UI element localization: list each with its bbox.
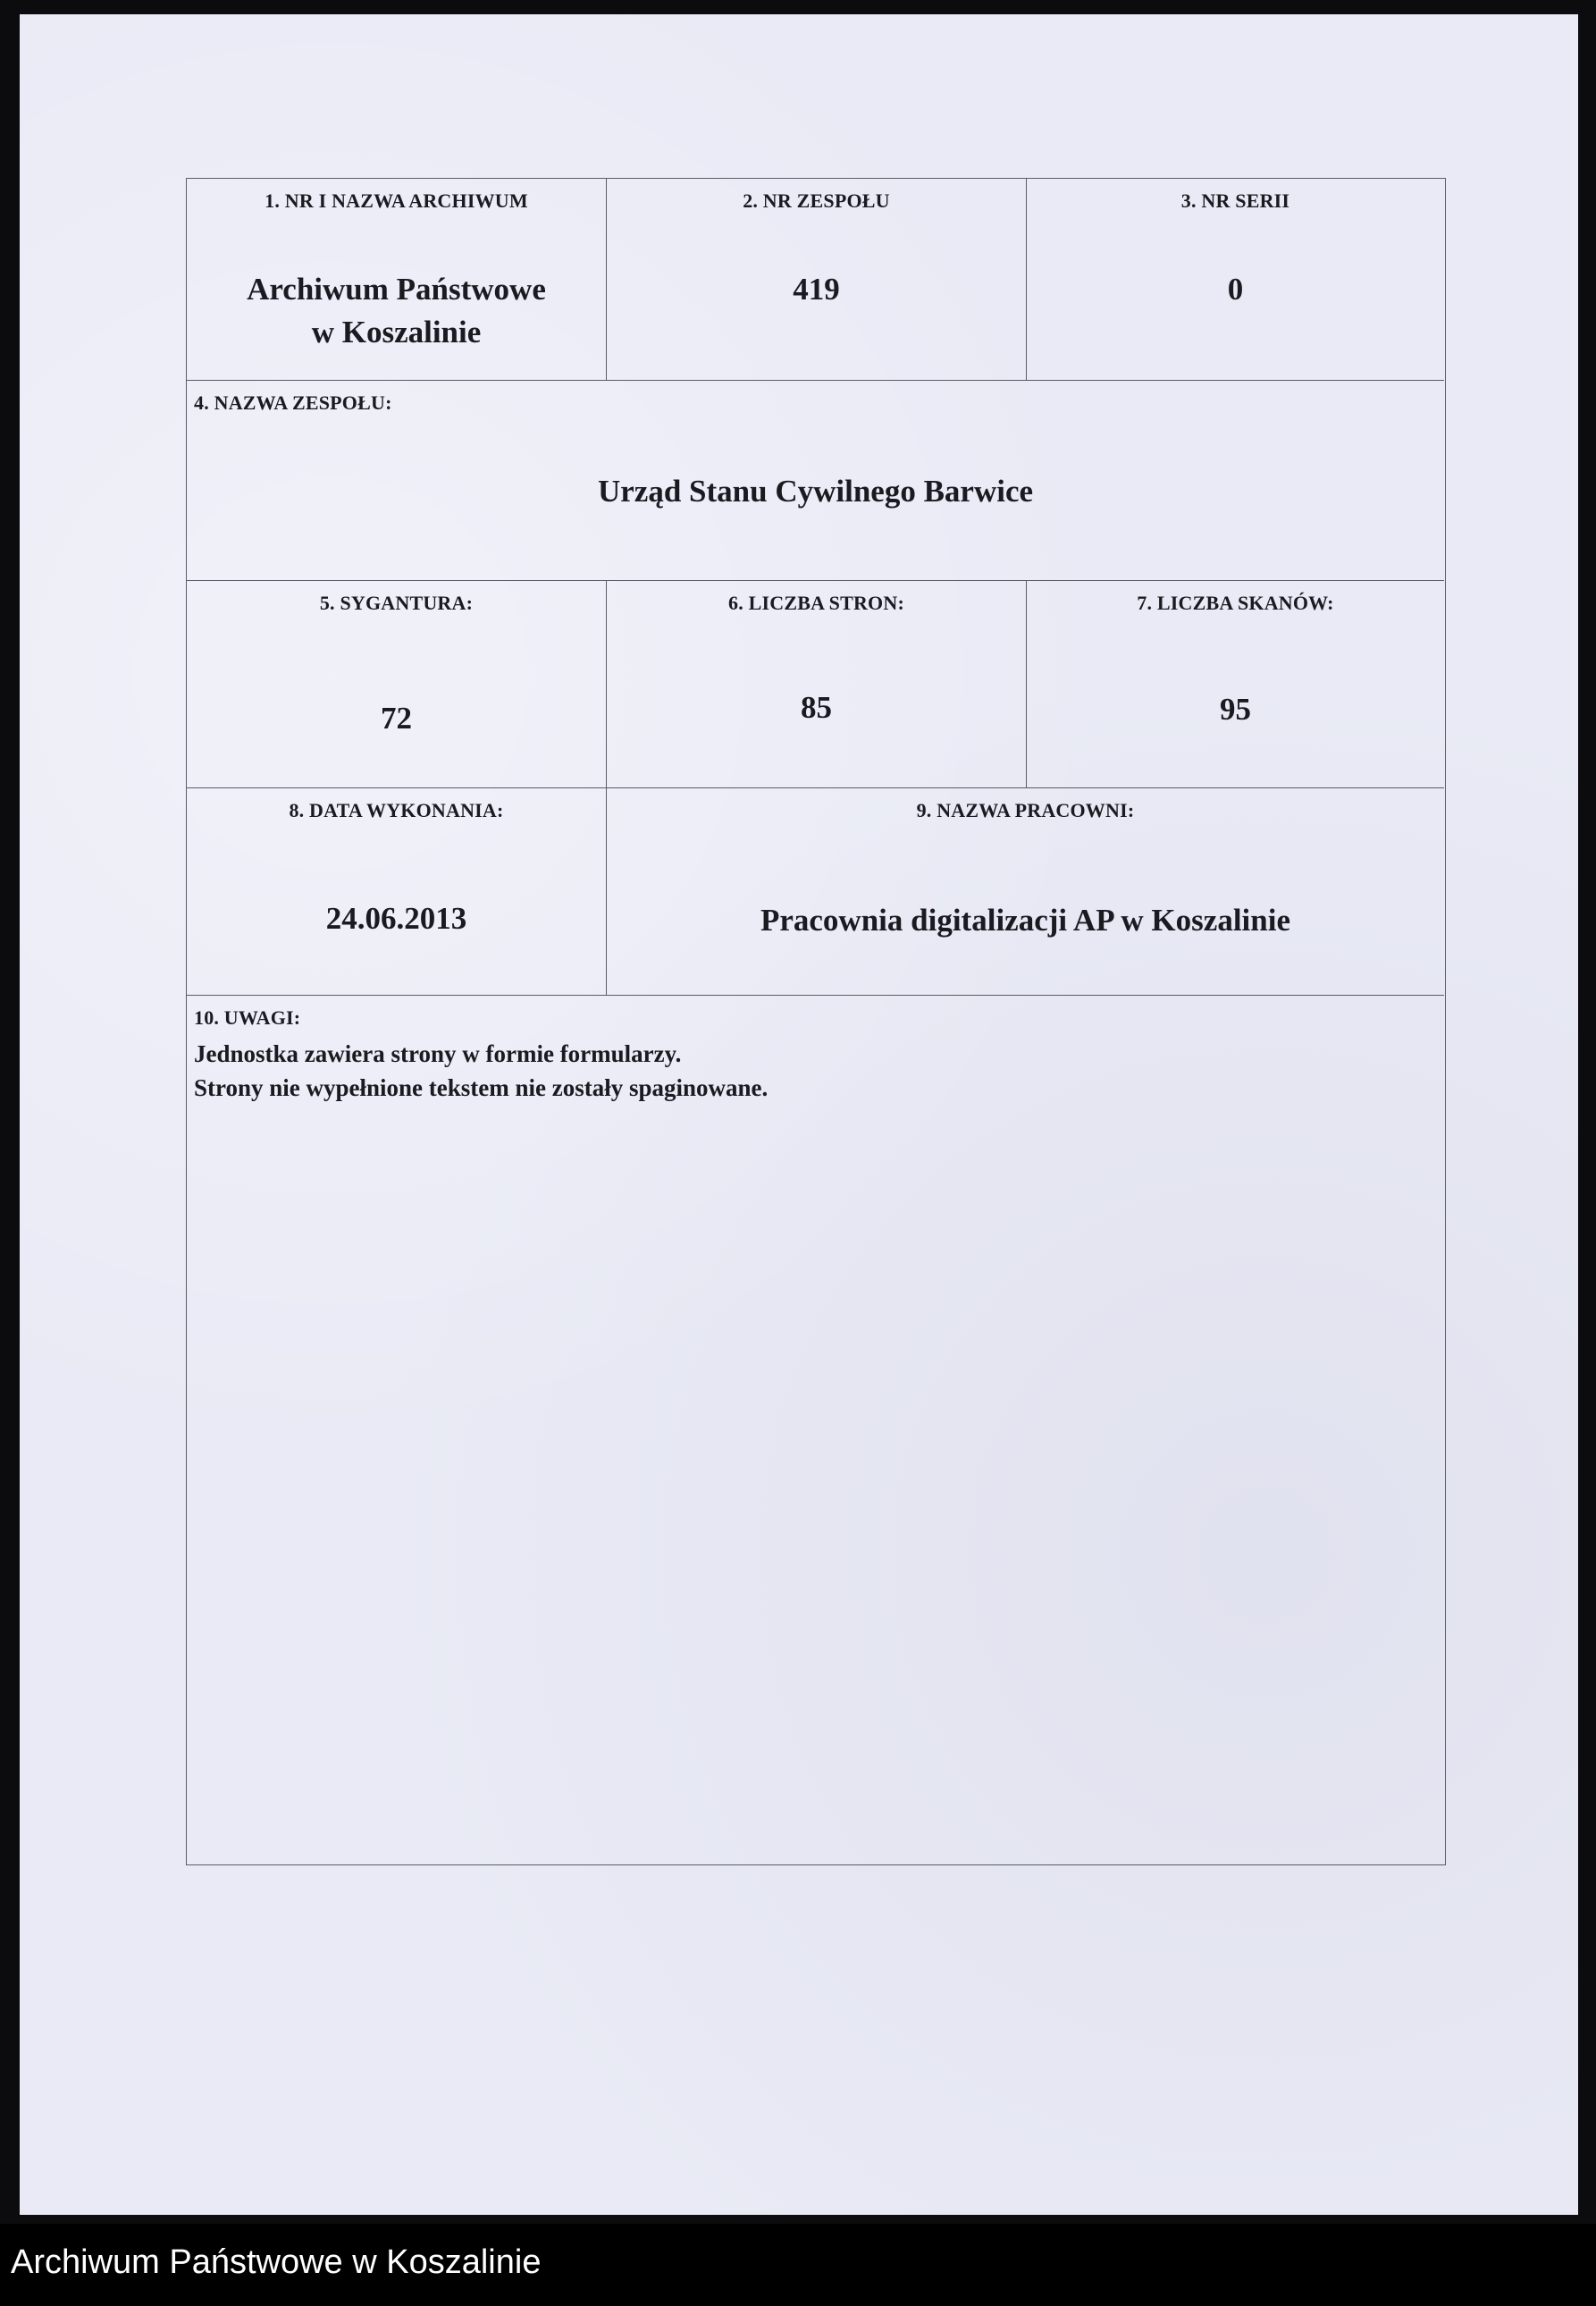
fonds-number-value: 419 <box>793 272 840 307</box>
archive-value-line1: Archiwum Państwowe <box>247 272 546 307</box>
scan-count-label: 7. LICZBA SKANÓW: <box>1137 592 1334 614</box>
series-number-value: 0 <box>1227 272 1244 307</box>
series-number-label: 3. NR SERII <box>1180 189 1290 212</box>
workshop-value: Pracownia digitalizacji AP w Koszalinie <box>760 903 1290 938</box>
image-caption: Archiwum Państwowe w Koszalinie <box>11 2243 542 2281</box>
signature-value: 72 <box>381 701 412 736</box>
metadata-form <box>186 178 1446 1865</box>
archive-cell <box>187 179 607 381</box>
workshop-label: 9. NAZWA PRACOWNI: <box>916 799 1135 821</box>
fonds-number-cell <box>607 179 1027 381</box>
date-cell <box>187 788 607 996</box>
archive-label: 1. NR I NAZWA ARCHIWUM <box>265 189 528 212</box>
fonds-number-label: 2. NR ZESPOŁU <box>743 189 890 212</box>
page-count-label: 6. LICZBA STRON: <box>728 592 904 614</box>
series-number-cell <box>1027 179 1444 381</box>
scanned-page <box>20 14 1578 2215</box>
signature-label: 5. SYGANTURA: <box>319 592 474 614</box>
remarks-label: 10. UWAGI: <box>194 1006 301 1029</box>
scan-count-value: 95 <box>1220 692 1251 727</box>
scan-count-cell <box>1027 581 1444 788</box>
workshop-cell <box>607 788 1444 996</box>
page-count-value: 85 <box>801 690 832 725</box>
date-label: 8. DATA WYKONANIA: <box>289 799 504 821</box>
page-count-cell <box>607 581 1027 788</box>
signature-cell <box>187 581 607 788</box>
fonds-name-label: 4. NAZWA ZESPOŁU: <box>194 391 392 414</box>
remarks-line1: Jednostka zawiera strony w formie formularzy. <box>194 1040 682 1067</box>
fonds-name-cell <box>187 381 1444 581</box>
archive-value-line2: w Koszalinie <box>311 315 482 349</box>
remarks-line2: Strony nie wypełnione tekstem nie zostały spaginowane. <box>194 1074 769 1101</box>
remarks-text <box>194 1037 1437 1105</box>
date-value: 24.06.2013 <box>325 901 467 936</box>
fonds-name-value: Urząd Stanu Cywilnego Barwice <box>597 474 1034 509</box>
remarks-cell <box>187 996 1444 1864</box>
